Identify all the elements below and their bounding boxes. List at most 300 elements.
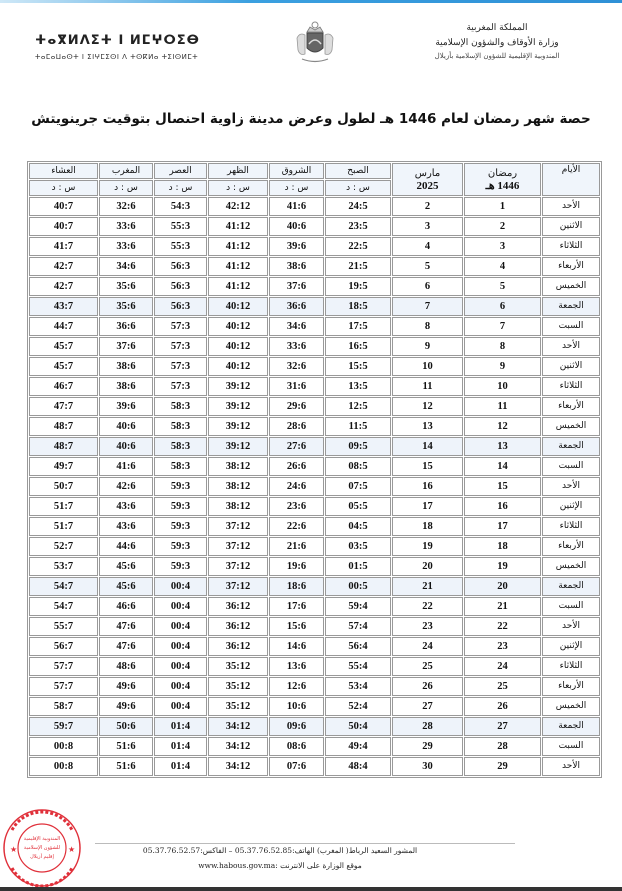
ministry-name: وزارة الأوقاف والشؤون الإسلامية [435,38,559,48]
table-row [29,717,600,736]
cell-day: الجمعة [542,437,600,456]
cell-day: الأحد [542,757,600,776]
cell-maghrib: 49:6 [99,697,153,716]
cell-shuruq: 40:6 [269,217,324,236]
cell-asr: 00:4 [154,617,207,636]
cell-asr: 01:4 [154,717,207,736]
cell-dhuhr: 37:12 [208,557,268,576]
cell-dhuhr: 36:12 [208,597,268,616]
cell-isha: 57:7 [29,677,98,696]
cell-maghrib: 37:6 [99,337,153,356]
cell-dhuhr: 34:12 [208,737,268,756]
cell-day: الأربعاء [542,397,600,416]
cell-ramadan: 8 [464,337,541,356]
cell-shuruq: 23:6 [269,497,324,516]
cell-fajr: 57:4 [325,617,391,636]
table-row [29,597,600,616]
cell-march: 12 [392,397,463,416]
cell-fajr: 19:5 [325,277,391,296]
cell-maghrib: 49:6 [99,677,153,696]
cell-fajr: 22:5 [325,237,391,256]
cell-maghrib: 51:6 [99,737,153,756]
cell-ramadan: 10 [464,377,541,396]
cell-fajr: 55:4 [325,657,391,676]
cell-maghrib: 35:6 [99,297,153,316]
table-row [29,737,600,756]
cell-shuruq: 09:6 [269,717,324,736]
cell-ramadan: 14 [464,457,541,476]
morocco-coat-of-arms-icon [292,20,338,66]
cell-dhuhr: 40:12 [208,357,268,376]
cell-march: 11 [392,377,463,396]
header-shuruq: الشروق [269,163,324,179]
cell-fajr: 56:4 [325,637,391,656]
cell-march: 21 [392,577,463,596]
table-row [29,417,600,436]
cell-ramadan: 3 [464,237,541,256]
cell-dhuhr: 37:12 [208,517,268,536]
cell-march: 9 [392,337,463,356]
cell-ramadan: 20 [464,577,541,596]
cell-dhuhr: 40:12 [208,317,268,336]
cell-maghrib: 39:6 [99,397,153,416]
unit-maghrib: س : د [99,180,153,196]
cell-dhuhr: 39:12 [208,377,268,396]
cell-shuruq: 34:6 [269,317,324,336]
table-row [29,257,600,276]
cell-fajr: 23:5 [325,217,391,236]
cell-maghrib: 43:6 [99,497,153,516]
cell-march: 29 [392,737,463,756]
cell-march: 4 [392,237,463,256]
table-row [29,317,600,336]
kingdom-name: المملكة المغربية [466,23,528,33]
cell-march: 30 [392,757,463,776]
cell-asr: 00:4 [154,637,207,656]
cell-march: 17 [392,497,463,516]
cell-ramadan: 11 [464,397,541,416]
svg-text:★: ★ [10,845,18,854]
table-row [29,217,600,236]
cell-asr: 59:3 [154,497,207,516]
header-fajr: الصبح [325,163,391,179]
footer-address: المشور السعيد الرباط( المغرب) الهاتف:05.37.76.52.85 – الفاكس:05.37.76.52.57 [142,846,418,855]
cell-day: الاثنين [542,357,600,376]
svg-text:المندوبية الإقليمية: المندوبية الإقليمية [23,836,61,842]
cell-shuruq: 15:6 [269,617,324,636]
cell-isha: 49:7 [29,457,98,476]
table-row [29,537,600,556]
cell-asr: 01:4 [154,757,207,776]
top-border [0,0,622,3]
cell-isha: 46:7 [29,377,98,396]
cell-shuruq: 24:6 [269,477,324,496]
cell-isha: 48:7 [29,437,98,456]
cell-day: الثلاثاء [542,657,600,676]
cell-shuruq: 28:6 [269,417,324,436]
cell-isha: 47:7 [29,397,98,416]
cell-asr: 59:3 [154,557,207,576]
table-row [29,337,600,356]
cell-isha: 40:7 [29,197,98,216]
cell-day: الإثنين [542,637,600,656]
cell-ramadan: 27 [464,717,541,736]
cell-maghrib: 42:6 [99,477,153,496]
unit-asr: س : د [154,180,207,196]
cell-maghrib: 38:6 [99,377,153,396]
cell-ramadan: 21 [464,597,541,616]
cell-march: 23 [392,617,463,636]
cell-dhuhr: 41:12 [208,257,268,276]
cell-day: الخميس [542,557,600,576]
unit-shuruq: س : د [269,180,324,196]
cell-isha: 00:8 [29,737,98,756]
cell-day: السبت [542,457,600,476]
cell-maghrib: 51:6 [99,757,153,776]
cell-isha: 54:7 [29,597,98,616]
table-row [29,197,600,216]
table-row [29,477,600,496]
cell-isha: 48:7 [29,417,98,436]
table-row [29,577,600,596]
cell-dhuhr: 35:12 [208,657,268,676]
cell-ramadan: 2 [464,217,541,236]
amazigh-ministry-name: ⵜⴰⵎⴰⵡⴰⵙⵜ ⵏ ⵉⵏⵖⵎⵉⵙⵏ ⴷ ⵜⵙⴽⵍⴰ ⵜⵉⵏⵙⵍⵎⵜ [35,53,199,61]
cell-march: 19 [392,537,463,556]
cell-dhuhr: 41:12 [208,237,268,256]
cell-isha: 42:7 [29,257,98,276]
cell-fajr: 13:5 [325,377,391,396]
cell-day: الثلاثاء [542,377,600,396]
footer-website[interactable]: موقع الوزارة على الانترنت :www.habous.gov.ma [198,861,362,870]
header-ramadan-label: رمضان [487,167,518,179]
cell-ramadan: 1 [464,197,541,216]
cell-shuruq: 38:6 [269,257,324,276]
cell-maghrib: 34:6 [99,257,153,276]
cell-shuruq: 21:6 [269,537,324,556]
cell-maghrib: 40:6 [99,417,153,436]
cell-asr: 57:3 [154,357,207,376]
cell-march: 5 [392,257,463,276]
cell-ramadan: 19 [464,557,541,576]
cell-isha: 59:7 [29,717,98,736]
cell-maghrib: 46:6 [99,597,153,616]
cell-asr: 57:3 [154,377,207,396]
cell-dhuhr: 38:12 [208,497,268,516]
cell-march: 25 [392,657,463,676]
cell-day: الأحد [542,617,600,636]
cell-maghrib: 47:6 [99,617,153,636]
cell-day: الجمعة [542,717,600,736]
prayer-times-table [27,161,602,778]
cell-isha: 52:7 [29,537,98,556]
cell-shuruq: 14:6 [269,637,324,656]
table-row [29,457,600,476]
table-row [29,277,600,296]
cell-shuruq: 18:6 [269,577,324,596]
cell-dhuhr: 42:12 [208,197,268,216]
cell-fajr: 21:5 [325,257,391,276]
cell-march: 22 [392,597,463,616]
table-row [29,497,600,516]
cell-march: 8 [392,317,463,336]
cell-isha: 42:7 [29,277,98,296]
cell-day: الخميس [542,417,600,436]
cell-isha: 44:7 [29,317,98,336]
cell-dhuhr: 34:12 [208,757,268,776]
header-march-year: 2025 [416,179,439,192]
cell-fajr: 01:5 [325,557,391,576]
cell-shuruq: 13:6 [269,657,324,676]
cell-day: الثلاثاء [542,517,600,536]
cell-dhuhr: 40:12 [208,337,268,356]
table-row [29,397,600,416]
cell-shuruq: 22:6 [269,517,324,536]
cell-isha: 53:7 [29,557,98,576]
cell-ramadan: 23 [464,637,541,656]
cell-ramadan: 16 [464,497,541,516]
table-row [29,437,600,456]
cell-dhuhr: 35:12 [208,677,268,696]
cell-ramadan: 15 [464,477,541,496]
cell-shuruq: 41:6 [269,197,324,216]
cell-day: السبت [542,597,600,616]
arabic-header [402,23,592,60]
cell-shuruq: 19:6 [269,557,324,576]
page-title: حصة شهر رمضان لعام 1446 هـ لطول وعرض مدينة زاوية احنصال بتوقيت جرينويتش [31,111,591,127]
cell-march: 18 [392,517,463,536]
cell-isha: 50:7 [29,477,98,496]
cell-asr: 56:3 [154,297,207,316]
cell-shuruq: 12:6 [269,677,324,696]
cell-shuruq: 07:6 [269,757,324,776]
cell-shuruq: 27:6 [269,437,324,456]
header-march-label: مارس [414,167,441,179]
cell-dhuhr: 34:12 [208,717,268,736]
cell-ramadan: 24 [464,657,541,676]
cell-maghrib: 36:6 [99,317,153,336]
unit-isha: س : د [29,180,98,196]
amazigh-kingdom-name: ⵜⴰⴳⵍⴷⵉⵜ ⵏ ⵍⵎⵖⵔⵉⴱ [35,33,200,48]
cell-fajr: 15:5 [325,357,391,376]
cell-day: الأحد [542,477,600,496]
cell-march: 20 [392,557,463,576]
cell-march: 15 [392,457,463,476]
cell-day: الجمعة [542,577,600,596]
cell-fajr: 17:5 [325,317,391,336]
cell-day: الأربعاء [542,257,600,276]
cell-ramadan: 26 [464,697,541,716]
cell-maghrib: 41:6 [99,457,153,476]
table-row [29,697,600,716]
cell-dhuhr: 37:12 [208,577,268,596]
table-row [29,657,600,676]
cell-asr: 58:3 [154,437,207,456]
cell-shuruq: 33:6 [269,337,324,356]
cell-shuruq: 39:6 [269,237,324,256]
cell-asr: 59:3 [154,517,207,536]
cell-dhuhr: 36:12 [208,617,268,636]
cell-maghrib: 44:6 [99,537,153,556]
cell-ramadan: 22 [464,617,541,636]
header-ramadan-year: 1446 هـ [485,179,520,192]
header-march [392,163,463,196]
table-row [29,617,600,636]
header-maghrib: المغرب [99,163,153,179]
cell-day: الأحد [542,337,600,356]
header-row [29,163,600,179]
cell-day: الخميس [542,277,600,296]
cell-fajr: 18:5 [325,297,391,316]
cell-fajr: 12:5 [325,397,391,416]
cell-march: 13 [392,417,463,436]
cell-fajr: 03:5 [325,537,391,556]
unit-fajr: س : د [325,180,391,196]
cell-isha: 54:7 [29,577,98,596]
cell-march: 6 [392,277,463,296]
header-days: الأيام [542,163,600,196]
table-row [29,757,600,776]
cell-isha: 45:7 [29,337,98,356]
cell-asr: 59:3 [154,537,207,556]
cell-asr: 00:4 [154,697,207,716]
cell-maghrib: 33:6 [99,217,153,236]
cell-fajr: 16:5 [325,337,391,356]
cell-ramadan: 7 [464,317,541,336]
cell-day: الأحد [542,197,600,216]
cell-ramadan: 5 [464,277,541,296]
cell-march: 26 [392,677,463,696]
delegation-name: المندوبية الإقليمية للشؤون الإسلامية بأزيلال [434,52,560,60]
cell-fajr: 08:5 [325,457,391,476]
cell-ramadan: 12 [464,417,541,436]
cell-fajr: 48:4 [325,757,391,776]
cell-maghrib: 33:6 [99,237,153,256]
cell-maghrib: 38:6 [99,357,153,376]
cell-isha: 45:7 [29,357,98,376]
cell-isha: 58:7 [29,697,98,716]
cell-dhuhr: 39:12 [208,417,268,436]
cell-ramadan: 6 [464,297,541,316]
cell-ramadan: 13 [464,437,541,456]
cell-asr: 58:3 [154,417,207,436]
cell-maghrib: 45:6 [99,557,153,576]
cell-isha: 51:7 [29,497,98,516]
cell-day: الجمعة [542,297,600,316]
cell-ramadan: 25 [464,677,541,696]
cell-fajr: 24:5 [325,197,391,216]
cell-day: السبت [542,737,600,756]
cell-shuruq: 36:6 [269,297,324,316]
amazigh-header [35,33,235,61]
cell-march: 3 [392,217,463,236]
cell-maghrib: 45:6 [99,577,153,596]
cell-day: الخميس [542,697,600,716]
cell-march: 27 [392,697,463,716]
svg-text:إقليم أزيلال: إقليم أزيلال [30,854,54,860]
cell-fajr: 07:5 [325,477,391,496]
cell-dhuhr: 37:12 [208,537,268,556]
cell-dhuhr: 40:12 [208,297,268,316]
cell-asr: 01:4 [154,737,207,756]
cell-dhuhr: 39:12 [208,397,268,416]
cell-shuruq: 26:6 [269,457,324,476]
cell-maghrib: 47:6 [99,637,153,656]
cell-ramadan: 4 [464,257,541,276]
cell-fajr: 59:4 [325,597,391,616]
cell-maghrib: 32:6 [99,197,153,216]
table-row [29,557,600,576]
cell-dhuhr: 41:12 [208,277,268,296]
cell-dhuhr: 38:12 [208,477,268,496]
cell-asr: 00:4 [154,657,207,676]
cell-fajr: 11:5 [325,417,391,436]
cell-asr: 56:3 [154,277,207,296]
cell-isha: 40:7 [29,217,98,236]
cell-day: السبت [542,317,600,336]
cell-fajr: 09:5 [325,437,391,456]
cell-shuruq: 37:6 [269,277,324,296]
cell-shuruq: 17:6 [269,597,324,616]
cell-asr: 00:4 [154,597,207,616]
table-row [29,297,600,316]
table-row [29,517,600,536]
cell-fajr: 49:4 [325,737,391,756]
cell-march: 14 [392,437,463,456]
cell-shuruq: 29:6 [269,397,324,416]
official-stamp [2,800,90,888]
cell-asr: 57:3 [154,317,207,336]
cell-ramadan: 17 [464,517,541,536]
cell-fajr: 52:4 [325,697,391,716]
cell-fajr: 05:5 [325,497,391,516]
cell-march: 7 [392,297,463,316]
header-isha: العشاء [29,163,98,179]
cell-asr: 55:3 [154,217,207,236]
cell-shuruq: 31:6 [269,377,324,396]
cell-asr: 55:3 [154,237,207,256]
cell-march: 24 [392,637,463,656]
cell-day: الثلاثاء [542,237,600,256]
cell-isha: 00:8 [29,757,98,776]
cell-isha: 55:7 [29,617,98,636]
cell-dhuhr: 38:12 [208,457,268,476]
header-ramadan [464,163,541,196]
table-row [29,377,600,396]
header-dhuhr: الظهر [208,163,268,179]
cell-isha: 43:7 [29,297,98,316]
cell-asr: 58:3 [154,457,207,476]
cell-march: 10 [392,357,463,376]
cell-isha: 41:7 [29,237,98,256]
cell-asr: 59:3 [154,477,207,496]
cell-maghrib: 35:6 [99,277,153,296]
table-row [29,637,600,656]
cell-march: 16 [392,477,463,496]
cell-day: الأربعاء [542,677,600,696]
cell-maghrib: 48:6 [99,657,153,676]
cell-dhuhr: 36:12 [208,637,268,656]
cell-isha: 51:7 [29,517,98,536]
cell-ramadan: 28 [464,737,541,756]
cell-dhuhr: 41:12 [208,217,268,236]
cell-fajr: 00:5 [325,577,391,596]
unit-dhuhr: س : د [208,180,268,196]
cell-fajr: 53:4 [325,677,391,696]
cell-march: 28 [392,717,463,736]
footer-divider [95,843,515,844]
bottom-border [0,887,622,891]
